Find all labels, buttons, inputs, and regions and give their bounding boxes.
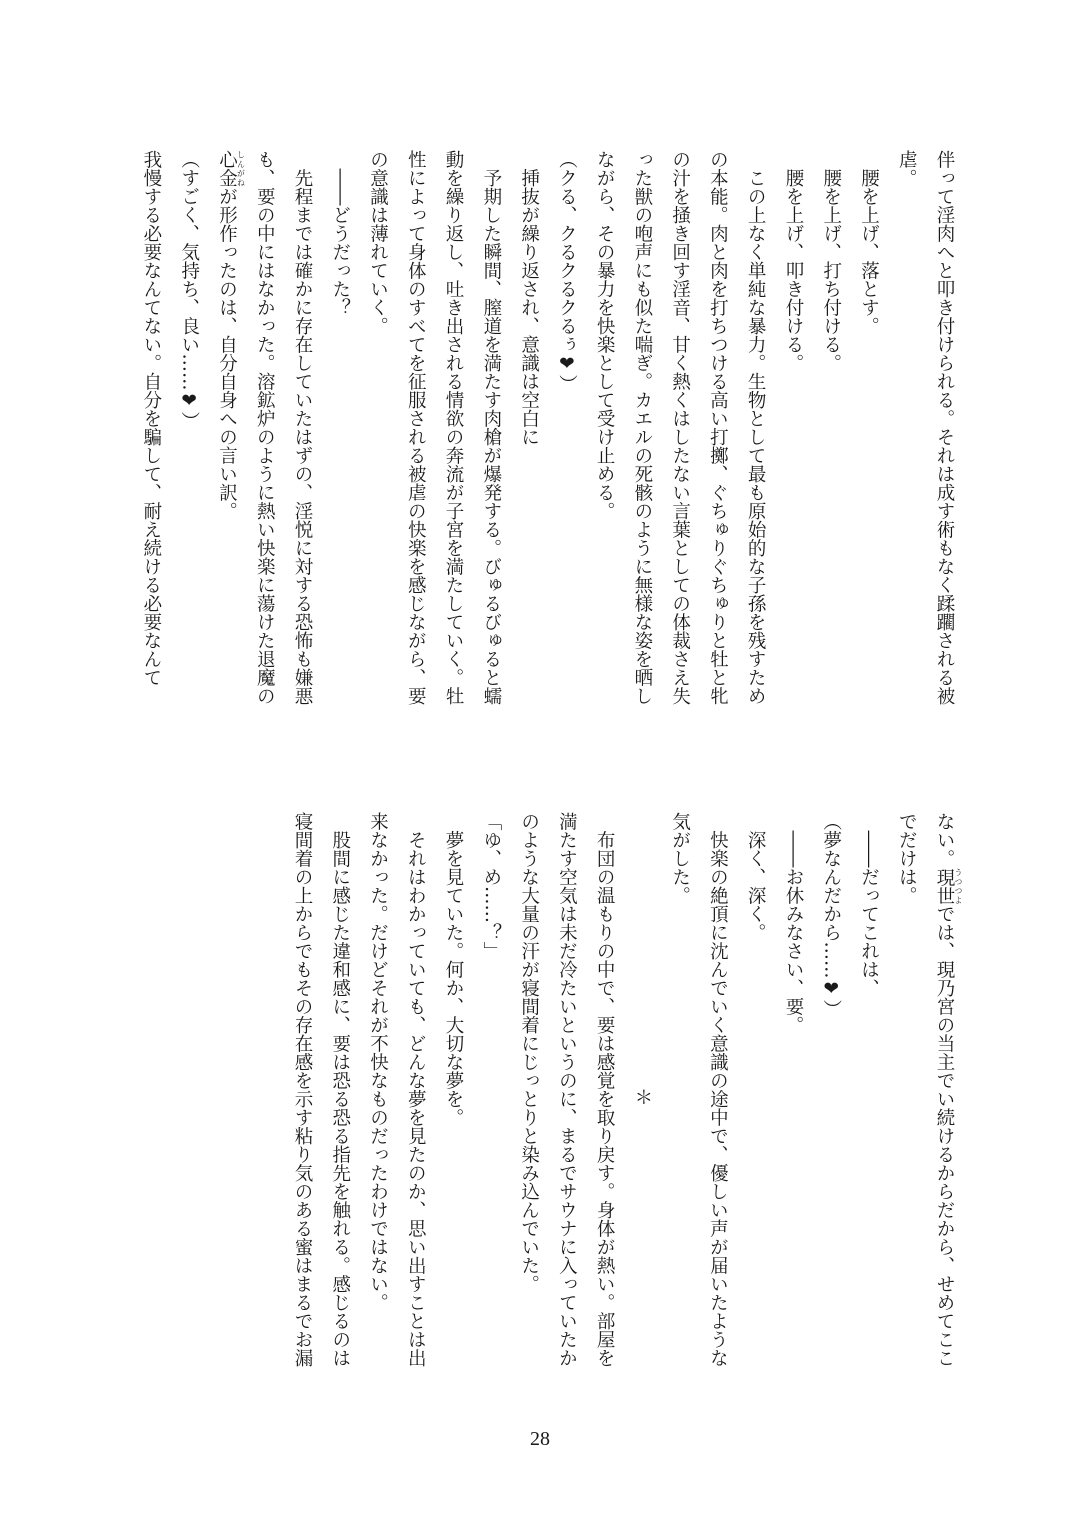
text-line: ――だってこれは、 <box>858 812 880 997</box>
text-line: の意識は薄れていく。 <box>367 150 389 335</box>
text-segment: では、現乃宮の当主でい続けるからだから、せめてここ <box>934 904 955 1367</box>
text-line: でだけは。 <box>896 812 918 905</box>
ruby-base: 現世 <box>934 867 955 905</box>
text-line: の汁を掻き回す淫音、甘く熱くはしたない言葉としての体裁さえ失 <box>669 150 691 705</box>
text-line: 腰を上げ、打ち付ける。 <box>820 150 842 372</box>
text-line: 寝間着の上からでもその存在感を示す粘り気のある蜜はまるでお漏 <box>291 812 313 1367</box>
text-line: の本能。肉と肉を打ちつける高い打擲、ぐちゅりぐちゅりと牡と牝 <box>707 150 729 705</box>
text-line: 来なかった。だけどそれが不快なものだったわけではない。 <box>367 812 389 1312</box>
text-line: それはわかっていても、どんな夢を見たのか、思い出すことは出 <box>405 812 427 1367</box>
text-line: 伴って淫肉へと叩き付けられる。それは成す術もなく蹂躙される被 <box>934 150 955 705</box>
text-line <box>925 812 963 1382</box>
text-line: （夢なんだから……❤） <box>820 812 842 1018</box>
text-line: 挿抜が繰り返され、意識は空白に <box>518 150 540 446</box>
text-line: 性によって身体のすべてを征服される被虐の快楽を感じながら、要 <box>405 150 427 705</box>
text-line: った獣の咆声にも似た喘ぎ。カエルの死骸のように無様な姿を晒し <box>631 150 653 705</box>
text-line: 腰を上げ、落とす。 <box>858 150 880 335</box>
text-line: ながら、その暴力を快楽として受け止める。 <box>594 150 616 520</box>
text-line: のような大量の汗が寝間着にじっとりと染み込んでいた。 <box>518 812 540 1293</box>
text-line: ――どうだった？ <box>329 150 351 317</box>
text-line <box>208 150 246 720</box>
section-break: ＊ <box>631 1087 653 1107</box>
text-line: ――お休みなさい、要。 <box>782 812 804 1034</box>
text-line: 「ゆ、め……？」 <box>480 812 502 960</box>
ruby-reading: うつつよ <box>954 867 963 905</box>
text-line: 夢を見ていた。何か、大切な夢を。 <box>443 812 465 1127</box>
ruby-word <box>216 150 246 187</box>
text-line: この上なく単純な暴力。生物として最も原始的な子孫を残すため <box>745 150 767 705</box>
text-line: 我慢する必要なんてない。自分を騙して、耐え続ける必要なんて <box>140 150 162 687</box>
text-block-bottom <box>132 812 963 1382</box>
ruby-reading: しんがね <box>236 150 246 187</box>
text-line: 先程までは確かに存在していたはずの、淫悦に対する恐怖も嫌悪 <box>291 150 313 705</box>
text-block-top <box>132 150 963 720</box>
text-line: 満たす空気は未だ冷たいというのに、まるでサウナに入っていたか <box>556 812 578 1367</box>
text-line: （クる、クるクるクるぅ❤） <box>556 150 578 393</box>
text-line: 虐。 <box>896 150 918 187</box>
text-line: 予期した瞬間、膣道を満たす肉槍が爆発する。びゅるびゅると蠕 <box>480 150 502 705</box>
text-line: （すごく、気持ち、良い……❤） <box>178 150 200 430</box>
text-line: 股間に感じた違和感に、要は恐る恐る指先を触れる。感じるのは <box>329 812 351 1367</box>
ruby-word <box>934 867 963 905</box>
ruby-base: 心金 <box>216 150 238 187</box>
page-number: 28 <box>530 1428 550 1450</box>
text-line: 動を繰り返し、吐き出される情欲の奔流が子宮を満たしていく。牡 <box>443 150 465 705</box>
text-line: 深く、深く。 <box>745 812 767 942</box>
text-segment: ない。 <box>934 812 955 868</box>
text-line: 腰を上げ、叩き付ける。 <box>782 150 804 372</box>
text-line: 布団の温もりの中で、要は感覚を取り戻す。身体が熱い。部屋を <box>594 812 616 1367</box>
text-segment: が形作ったのは、自分自身への言い訳。 <box>216 187 238 520</box>
text-line: 気がした。 <box>669 812 691 905</box>
text-line: 快楽の絶頂に沈んでいく意識の途中で、優しい声が届いたような <box>707 812 729 1367</box>
text-line: も、要の中にはなかった。溶鉱炉のように熱い快楽に蕩けた退魔の <box>254 150 276 705</box>
